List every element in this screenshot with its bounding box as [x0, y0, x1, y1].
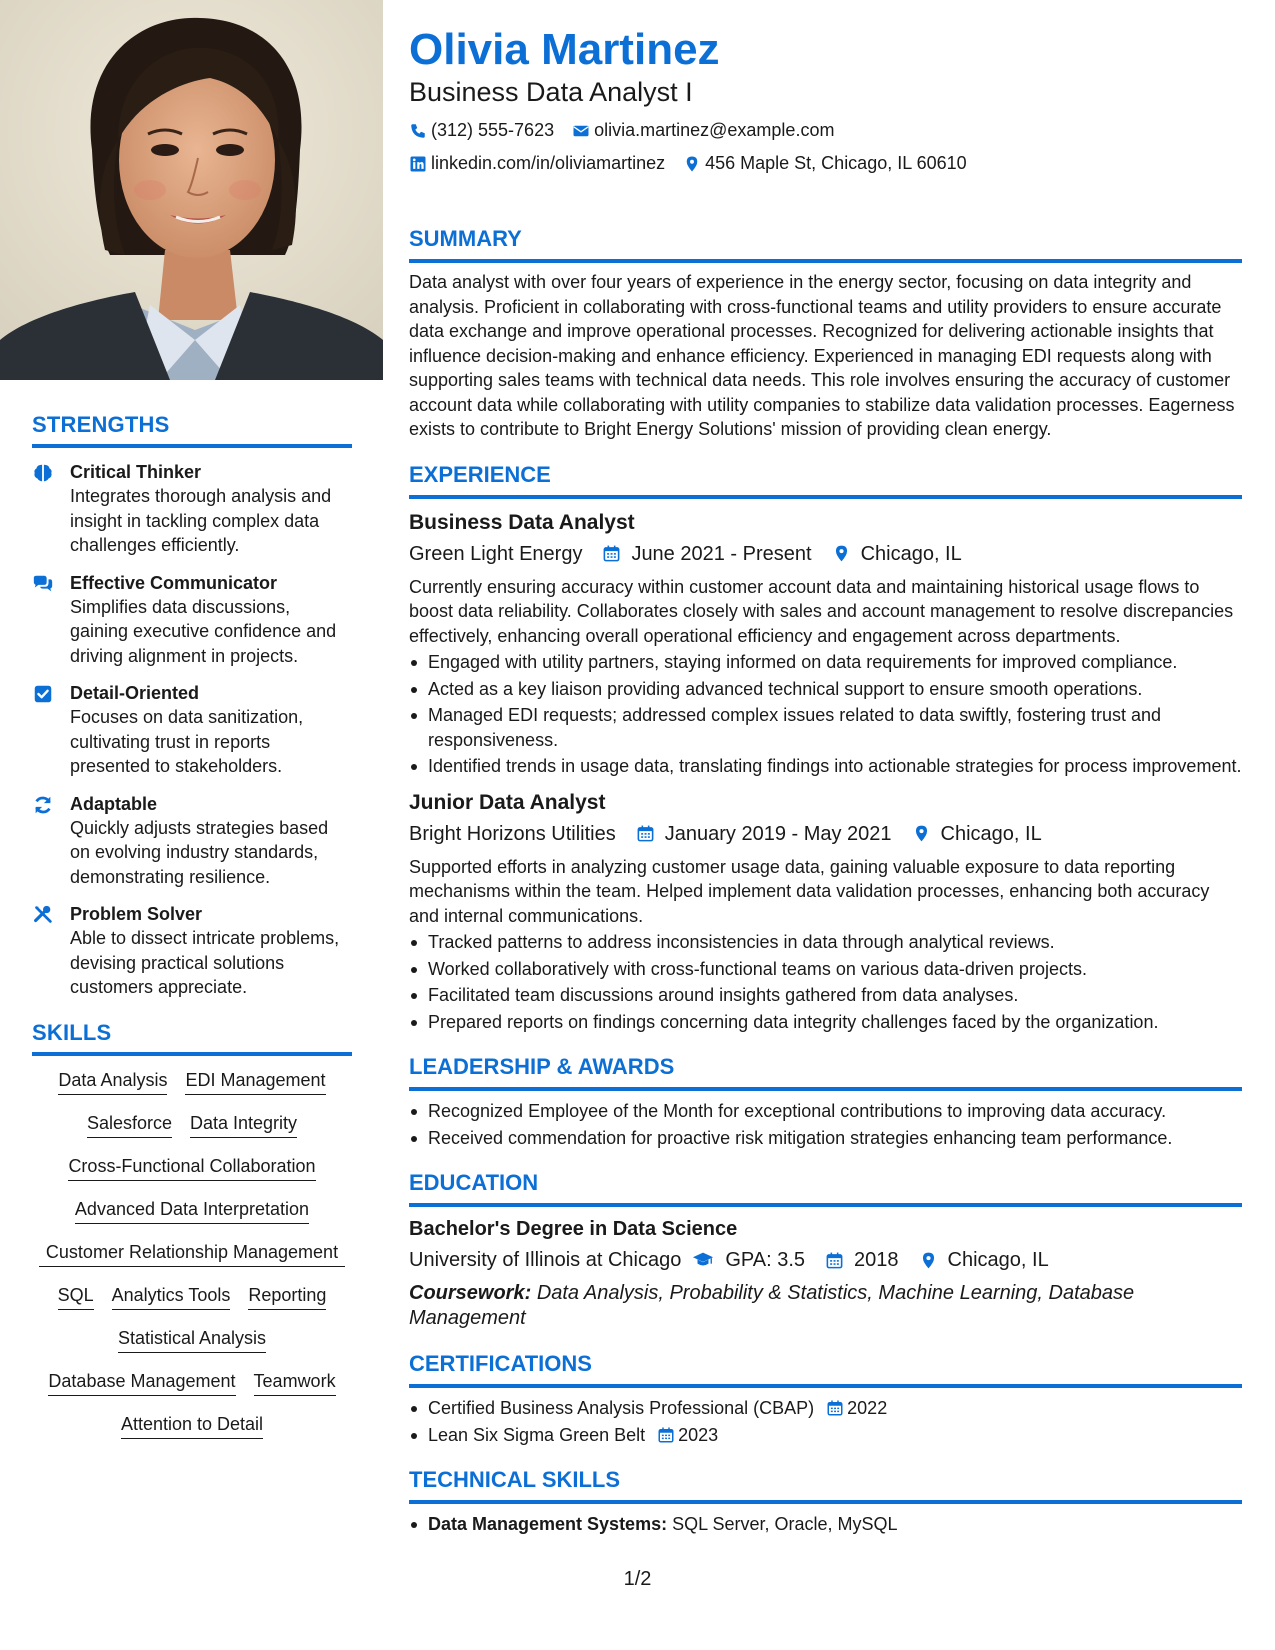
- role-title: Junior Data Analyst: [409, 790, 606, 814]
- skill-tag: Database Management: [48, 1369, 235, 1396]
- summary-text: Data analyst with over four years of experience in the energy sector, focusing on data integrity and analysis. Proficient in collaborating with cross-functional teams and utility providers to ensure accurate data exchange and improve operational processes. Recognized for delivering actionable insights that influence decision-making and enhance efficiency. Experienced in managing EDI requests along with supporting sales teams with technical data needs. This role involves ensuring the accuracy of customer account data while collaborating with utility companies to stabilize data validation processes. Eagerness exists to contribute to Bright Energy Solutions' mission of providing clean energy.: [409, 272, 1235, 439]
- coursework-list: Data Analysis, Probability & Statistics, Machine Learning, Database Management: [409, 1282, 1135, 1329]
- strength-title: Critical Thinker: [70, 462, 202, 482]
- summary-heading: SUMMARY: [409, 226, 522, 251]
- section-divider: [409, 1203, 1242, 1207]
- coursework: [409, 1281, 1242, 1331]
- candidate-name: Olivia Martinez: [409, 25, 720, 74]
- strength-item: [32, 460, 352, 558]
- graduation-cap-icon: [691, 1249, 715, 1271]
- skill-tag: Cross-Functional Collaboration: [68, 1154, 315, 1181]
- role-location: Chicago, IL: [940, 822, 1042, 845]
- strength-item: [32, 902, 352, 1000]
- brain-icon: [32, 460, 70, 558]
- certification-name: Lean Six Sigma Green Belt: [428, 1424, 646, 1445]
- list-item: Worked collaboratively with cross-functional teams on various data-driven projects.: [409, 957, 1242, 982]
- skill-tag: Salesforce: [87, 1111, 172, 1138]
- certifications-heading: CERTIFICATIONS: [409, 1351, 592, 1376]
- section-divider: [409, 495, 1242, 499]
- section-divider: [409, 1500, 1242, 1504]
- role-description: Currently ensuring accuracy within customer account data and maintaining historical usage flows to boost data reliability. Collaborates closely with sales and account management to resolve discrepancies effectively, enhancing overall operational efficiency and engagement across departments.: [409, 576, 1234, 646]
- skill-tag: SQL: [58, 1283, 94, 1310]
- awards-section: [409, 1054, 1242, 1150]
- company-name: Bright Horizons Utilities: [409, 822, 616, 845]
- list-item: Facilitated team discussions around insights gathered from data analyses.: [409, 983, 1242, 1008]
- list-item: Prepared reports on findings concerning data integrity challenges faced by the organization.: [409, 1010, 1242, 1035]
- contact-info: [409, 114, 1242, 180]
- list-item: Acted as a key liaison providing advanced technical support to ensure smooth operations.: [409, 677, 1242, 702]
- role-title: Business Data Analyst: [409, 510, 635, 534]
- section-divider: [409, 259, 1242, 263]
- list-item: Recognized Employee of the Month for exceptional contributions to improving data accuracy.: [409, 1099, 1242, 1124]
- main-content: [409, 24, 1242, 1539]
- awards-heading: LEADERSHIP & AWARDS: [409, 1054, 675, 1079]
- skill-tag: Attention to Detail: [121, 1412, 263, 1439]
- education-section: [409, 1170, 1242, 1331]
- strengths-heading: STRENGTHS: [32, 412, 170, 437]
- tech-skill-value: SQL Server, Oracle, MySQL: [672, 1514, 898, 1534]
- tools-icon: [32, 902, 70, 1000]
- skill-tag: Reporting: [248, 1283, 326, 1310]
- certification-year: 2023: [678, 1424, 719, 1445]
- tech-skill-label: Data Management Systems:: [428, 1514, 668, 1534]
- strength-item: [32, 792, 352, 890]
- gpa: GPA: 3.5: [725, 1249, 806, 1271]
- skill-tag: Teamwork: [254, 1369, 336, 1396]
- degree-title: Bachelor's Degree in Data Science: [409, 1218, 738, 1240]
- strength-item: [32, 681, 352, 779]
- map-marker-icon: [832, 544, 851, 563]
- calendar-icon: [602, 544, 621, 563]
- calendar-icon: [825, 1251, 844, 1270]
- strength-title: Detail-Oriented: [70, 683, 200, 703]
- list-item: Tracked patterns to address inconsistencies in data through analytical reviews.: [409, 930, 1242, 955]
- certifications-section: [409, 1351, 1242, 1447]
- skill-tag: Customer Relationship Management: [39, 1240, 345, 1267]
- phone-number[interactable]: (312) 555-7623: [431, 120, 555, 140]
- list-item: Managed EDI requests; addressed complex issues related to data swiftly, fostering trust and responsiveness.: [409, 703, 1242, 752]
- job-title: Business Data Analyst I: [409, 77, 693, 107]
- sync-icon: [32, 792, 70, 890]
- comments-icon: [32, 571, 70, 669]
- map-marker-icon: [919, 1251, 938, 1270]
- list-item: Received commendation for proactive risk mitigation strategies enhancing team performance.: [409, 1126, 1242, 1151]
- linkedin-icon: [409, 155, 427, 173]
- phone-icon: [409, 122, 427, 140]
- company-name: Green Light Energy: [409, 542, 583, 565]
- strength-title: Adaptable: [70, 793, 158, 814]
- skill-tag: Advanced Data Interpretation: [75, 1197, 309, 1224]
- skill-tag: Data Analysis: [58, 1068, 167, 1095]
- role-dates: June 2021 - Present: [631, 542, 812, 565]
- list-item: Engaged with utility partners, staying informed on data requirements for improved compliance.: [409, 650, 1242, 675]
- role-dates: January 2019 - May 2021: [664, 822, 892, 845]
- strength-text: Simplifies data discussions, gaining executive confidence and driving alignment in projects.: [70, 596, 337, 666]
- calendar-icon: [826, 1399, 844, 1417]
- skill-tag: EDI Management: [185, 1068, 325, 1095]
- graduation-year: 2018: [854, 1249, 899, 1271]
- skill-tag: Analytics Tools: [112, 1283, 231, 1310]
- certification-year: 2022: [847, 1398, 888, 1418]
- list-item: Identified trends in usage data, translating findings into actionable strategies for process improvement.: [409, 754, 1242, 779]
- role-description: Supported efforts in analyzing customer usage data, gaining valuable exposure to data reporting mechanisms within the team. Helped implement data validation processes, enhancing both accuracy and internal communications.: [409, 856, 1210, 926]
- experience-entry: [409, 789, 1242, 1035]
- calendar-icon: [636, 824, 655, 843]
- sidebar: [0, 0, 383, 1650]
- technical-skills-section: [409, 1467, 1242, 1537]
- certification-name: Certified Business Analysis Professional (CBAP): [428, 1398, 815, 1418]
- experience-section: [409, 462, 1242, 1035]
- school-name: University of Illinois at Chicago: [409, 1249, 682, 1271]
- section-divider: [32, 1052, 352, 1056]
- strength-item: [32, 571, 352, 669]
- experience-entry: [409, 509, 1242, 779]
- skill-tag: Statistical Analysis: [118, 1326, 266, 1353]
- list-item: [409, 1396, 1242, 1421]
- strength-text: Quickly adjusts strategies based on evolving industry standards, demonstrating resilience.: [70, 817, 329, 887]
- list-item: [409, 1423, 1242, 1448]
- map-marker-icon: [912, 824, 931, 843]
- map-marker-icon: [683, 155, 701, 173]
- strength-text: Integrates thorough analysis and insight in tackling complex data challenges efficiently.: [70, 486, 332, 555]
- coursework-label: Coursework:: [409, 1282, 532, 1304]
- education-heading: EDUCATION: [409, 1170, 539, 1195]
- email-link[interactable]: olivia.martinez@example.com: [594, 120, 835, 140]
- linkedin-link[interactable]: linkedin.com/in/oliviamartinez: [431, 153, 666, 173]
- envelope-icon: [572, 122, 590, 140]
- role-location: Chicago, IL: [860, 542, 962, 565]
- section-divider: [409, 1384, 1242, 1388]
- list-item: [409, 1512, 1242, 1537]
- strength-title: Problem Solver: [70, 904, 203, 924]
- profile-photo: [0, 0, 383, 380]
- strength-text: Able to dissect intricate problems, devising practical solutions customers appreciate.: [70, 928, 340, 997]
- section-divider: [409, 1087, 1242, 1091]
- skills-section: [32, 1020, 352, 1439]
- checkbox-icon: [32, 681, 70, 779]
- summary-section: [409, 226, 1242, 442]
- strength-text: Focuses on data sanitization, cultivating trust in reports presented to stakeholders.: [70, 707, 304, 776]
- skill-tag: Data Integrity: [190, 1111, 297, 1138]
- experience-heading: EXPERIENCE: [409, 461, 551, 487]
- section-divider: [32, 444, 352, 448]
- strengths-section: [32, 412, 352, 1000]
- strength-title: Effective Communicator: [70, 572, 278, 593]
- technical-skills-heading: TECHNICAL SKILLS: [409, 1467, 621, 1492]
- address: 456 Maple St, Chicago, IL 60610: [705, 153, 967, 173]
- skills-heading: SKILLS: [32, 1019, 112, 1045]
- calendar-icon: [657, 1426, 675, 1444]
- page-number: 1/2: [623, 1568, 652, 1590]
- school-location: Chicago, IL: [947, 1249, 1049, 1271]
